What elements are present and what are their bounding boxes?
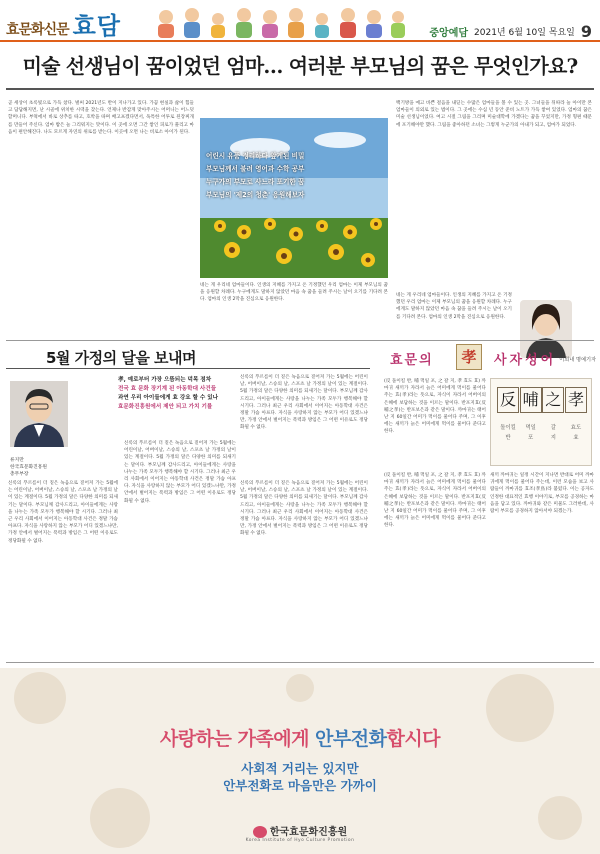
pull-quote [118, 376, 236, 412]
idiom-header [384, 343, 596, 373]
newspaper-logo [6, 6, 121, 41]
page-number: 9 [580, 22, 592, 41]
caption-line: 어린시 유품 정리하다 앞게된 비밀 [206, 152, 305, 160]
idiom-readings [497, 423, 587, 431]
author-photo [10, 381, 68, 447]
idiom-sound: 포 [528, 435, 534, 441]
idiom-reading: 돌이킬 [500, 425, 516, 431]
quote-line: 효문화진흥원에서 제안 되고 가치 기를 [118, 404, 213, 410]
section2-body-right: 신록의 푸르름이 더 짙은 녹음으로 짙어져 가는 5월에는 어린이날, 어버이날, 스승의 날, 스포츠 날 가정의 날이 있는 계절이다. 5월 가정의 달은 다양한 의미를 되새기는 달이다. 부모님께 감사드리고, 아이들에게는 사랑을 나누는 가족 모두가 행복해야 할 시기다. 그러나 최근 우리 사회에서 이어지는 아동학대 사건은 정말 가슴 아프다. 자식을 사랑하지 않는 부모가 어디 있겠느냐만, 가정 안에서 벌어지는 폭력과 방임은 그 어떤 이유로도 정당화될 수 없다. [240, 375, 368, 431]
section2-body-col2: 신록의 푸르름이 더 짙은 녹음으로 짙어져 가는 5월에는 어린이날, 어버이날, 스승의 날, 스포츠 날 가정의 날이 있는 계절이다. 5월 가정의 달은 다양한 의미를 되새기는 달이다. 부모님께 감사드리고, 아이들에게는 사랑을 나누는 가족 모두가 행복해야 할 시기다. 그러나 최근 우리 사회에서 이어지는 아동학대 사건은 정말 가슴 아프다. 자식을 사랑하지 않는 부모가 어디 있겠느냐만, 가정 안에서 벌어지는 폭력과 방임은 그 어떤 이유로도 정당화될 수 없다. [124, 441, 236, 504]
author-title: 총무부장 [10, 472, 29, 477]
idiom-reading: 효도 [570, 425, 582, 431]
banner-headline-b: 에게 [273, 728, 316, 750]
campaign-banner [0, 668, 600, 854]
banner-org-name: 한국효문화진흥원 [269, 827, 348, 838]
author-meta [10, 457, 90, 478]
section2-rule [6, 368, 370, 369]
article1-column-2: 백기방을 예고 바쁜 걸음을 내딛는 수많은 엄마들을 볼 수 있는 곳. 그녀들을 뒤따라 늘 아이만 본 엄마들이 의외로 있는 법이다. 그 곳에는 수십 년 동안 준비 노트가 가득 쌓여 있었다. 엄마의 꿈은 미술 선생님이었다. 여고 시절 그림을 그리며 미술대학에 가겠다는 꿈을 꾸었지만, 가정 형편 때문에 포기해야만 했다. 그림을 좋아하던 소녀는 그렇게 누군가의 아내가 되고, 엄마가 되었다. [396, 101, 592, 128]
headline-rule [6, 88, 594, 90]
bottom-divider [6, 662, 594, 663]
idiom-char: 反 [497, 387, 519, 413]
idiom-char: 之 [542, 387, 564, 413]
idiom-char: 哺 [520, 387, 542, 413]
photo-caption [206, 150, 356, 202]
org-logo-icon [253, 826, 267, 838]
idiom-header-title: 사자성어 [494, 353, 557, 368]
section2-body-col1: 신록의 푸르름이 더 짙은 녹음으로 짙어져 가는 5월에는 어린이날, 어버이날, 스승의 날, 스포츠 날 가정의 날이 있는 계절이다. 5월 가정의 달은 다양한 의미를 되새기는 달이다. 부모님께 감사드리고, 아이들에게는 사랑을 나누는 가족 모두가 행복해야 할 시기다. 그러나 최근 우리 사회에서 이어지는 아동학대 사건은 정말 가슴 아프다. 자식을 사랑하지 않는 부모가 어디 있겠느냐만, 가정 안에서 벌어지는 폭력과 방임은 그 어떤 이유로도 정당화될 수 없다. [8, 481, 118, 544]
banner-headline [0, 724, 600, 751]
issue-date: 2021년 6월 10일 목요일 [474, 28, 575, 38]
author-name: 류지만 [10, 458, 24, 463]
banner-headline-c: 안부전화 [315, 728, 387, 750]
caption-line: 부모님께서 불려 영어과 수학 공부 [206, 165, 305, 173]
article1-column-3: 네는 게 우리네 엄마들이다. 인생의 지혜를 가지고 온 기정했던 우리 엄마는 이제 부모님의 꿈을 응원할 차례다. 누구에게도 말하지 않았던 마음 속 꿈을 들려 주시는 날이 오기를 기다려 본다. 엄마의 인생 2막을 진심으로 응원한다. [396, 293, 512, 320]
article1-column-continued: 네는 게 우리네 엄마들이다. 인생의 지혜를 가지고 온 기정했던 우리 엄마는 이제 부모님의 꿈을 응원할 차례다. 누구에게도 말하지 않았던 마음 속 꿈을 들려 주시는 날이 오기를 기다려 본다. 엄마의 인생 2막을 진심으로 응원한다. [200, 283, 388, 303]
idiom-chars [497, 387, 587, 417]
quote-line: 孝, 예로부터 가장 으뜸되는 덕목 점차 [118, 377, 212, 383]
caption-line: 누구가의 부모로 사느라 포기한 꿈 [206, 178, 305, 186]
idiom-card [490, 378, 592, 466]
banner-org-english: Korea Institute of Hyo Culture Promotion [245, 838, 355, 843]
masthead [0, 0, 600, 42]
hyo-hanja-badge: 孝 [456, 344, 482, 370]
idiom-body-col1a: (反 돌이킬 반, 哺 먹일 포, 之 갈 지, 孝 효도 효) 까마귀 새끼가 자라서 늙은 어미에게 먹이를 물어다 주는 효(孝)라는 뜻으로, 자식이 자라서 어버이의 은혜에 보답하는 것을 이르는 말이다. 반포지효(反哺之孝)는 반포보은과 같은 말이다. 까마귀는 태어난 지 60일간 어미가 먹이를 물어다 주며, 그 이후에는 새끼가 늙은 어미에게 먹이를 물어다 준다고 한다. [384, 379, 486, 435]
quote-line: 과연 우리 아이들에게 효 강요 할 수 있나 [118, 395, 219, 401]
family-illustration-icon [148, 3, 408, 39]
idiom-sounds [497, 433, 587, 441]
author-org: 한국효문화진흥원 [10, 465, 48, 470]
idiom-sound: 효 [573, 435, 579, 441]
banner-subline-2: 안부전화로 마음만은 가까이 [223, 778, 377, 793]
section2-body-col3: 신록의 푸르름이 더 짙은 녹음으로 짙어져 가는 5월에는 어린이날, 어버이날, 스승의 날, 스포츠 날 가정의 날이 있는 계절이다. 5월 가정의 달은 다양한 의미를 되새기는 달이다. 부모님께 감사드리고, 아이들에게는 사랑을 나누는 가족 모두가 행복해야 할 시기다. 그러나 최근 우리 사회에서 이어지는 아동학대 사건은 정말 가슴 아프다. 자식을 사랑하지 않는 부모가 어디 있겠느냐만, 가정 안에서 벌어지는 폭력과 방임은 그 어떤 이유로도 정당화될 수 없다. [240, 481, 368, 537]
banner-org [0, 823, 600, 838]
banner-subline-1: 사회적 거리는 있지만 [241, 761, 359, 776]
idiom-reading: 갈 [550, 425, 556, 431]
idiom-reading: 먹일 [525, 425, 536, 431]
brand-label: 중앙예담 [429, 28, 469, 39]
logo-big-text: 효담 [72, 12, 121, 40]
idiom-body-col1: (反 돌이킬 반, 哺 먹일 포, 之 갈 지, 孝 효도 효) 까마귀 새끼가 자라서 늙은 어미에게 먹이를 물어다 주는 효(孝)라는 뜻으로, 자식이 자라서 어버이의 은혜에 보답하는 것을 이르는 말이다. 반포지효(反哺之孝)는 반포보은과 같은 말이다. 까마귀는 태어난 지 60일간 어미가 먹이를 물어다 주며, 그 이후에는 새끼가 늙은 어미에게 먹이를 물어다 준다고 한다. [384, 473, 486, 529]
article1-column-1: 곧 세상이 초록빛으로 가득 찼다. 벌써 2021년도 반이 지나가고 있다. 가끔 현실과 삶이 힘들고 답답해지면, 난 시골에 위치한 시댁을 찾는다. 언제나 반갑게 맞아주시는 어머니는 어느덧 할머니다. 부엌에서 바로 상추를 따고, 호박을 따며 배고프겠다면서, 독특한 어투로 된장찌개를 만들어 주신다. 엄마 밥은 늘 그리워지는 맛이다. 이 곳에 오면 그간 쌓인 피로가 풀리고 마음이 편안해진다. 나도 모르게 자연의 위로를 받는다. 이곳에 오면 나는 비로소 아이가 된다. [8, 101, 194, 135]
banner-headline-a: 사랑하는 가족 [159, 728, 274, 750]
caption-line: 부모님의 '제2의 청춘' 응원해보자 [206, 191, 305, 199]
logo-small-text: 효문화신문 [6, 22, 69, 38]
banner-headline-d: 합시다 [386, 728, 441, 750]
author-byline: 이희내 명예기자 [559, 357, 596, 363]
idiom-sound: 반 [505, 435, 511, 441]
quote-line: 전국 효 문화 장기계 된 아동학대 사건들 [118, 386, 217, 392]
masthead-info [429, 22, 592, 41]
idiom-char: 孝 [565, 387, 587, 413]
idiom-header-label: 효문의 [390, 353, 434, 368]
section2-title: 5월 가정의 달을 보내며 [46, 349, 197, 367]
idiom-body-col2: 새끼 까마귀는 일정 시간이 지나면 반대로 어미 까마귀에게 먹이를 물어다 주는데, 이런 모습을 보고 사람들이 까마귀를 효조(孝鳥)라 불렀다. 이는 공자도 인정한 대표적인 효행 이야기로, 부모를 공경하는 마음을 담고 있다. 까마귀와 같은 미물도 그러한데, 사람이 부모를 공경하지 않아서야 되겠는가. [490, 473, 594, 515]
main-headline: 미술 선생님이 꿈이었던 엄마… 여러분 부모님의 꿈은 무엇인가요? [22, 54, 578, 78]
section-divider [6, 340, 594, 341]
idiom-sound: 지 [550, 435, 556, 441]
